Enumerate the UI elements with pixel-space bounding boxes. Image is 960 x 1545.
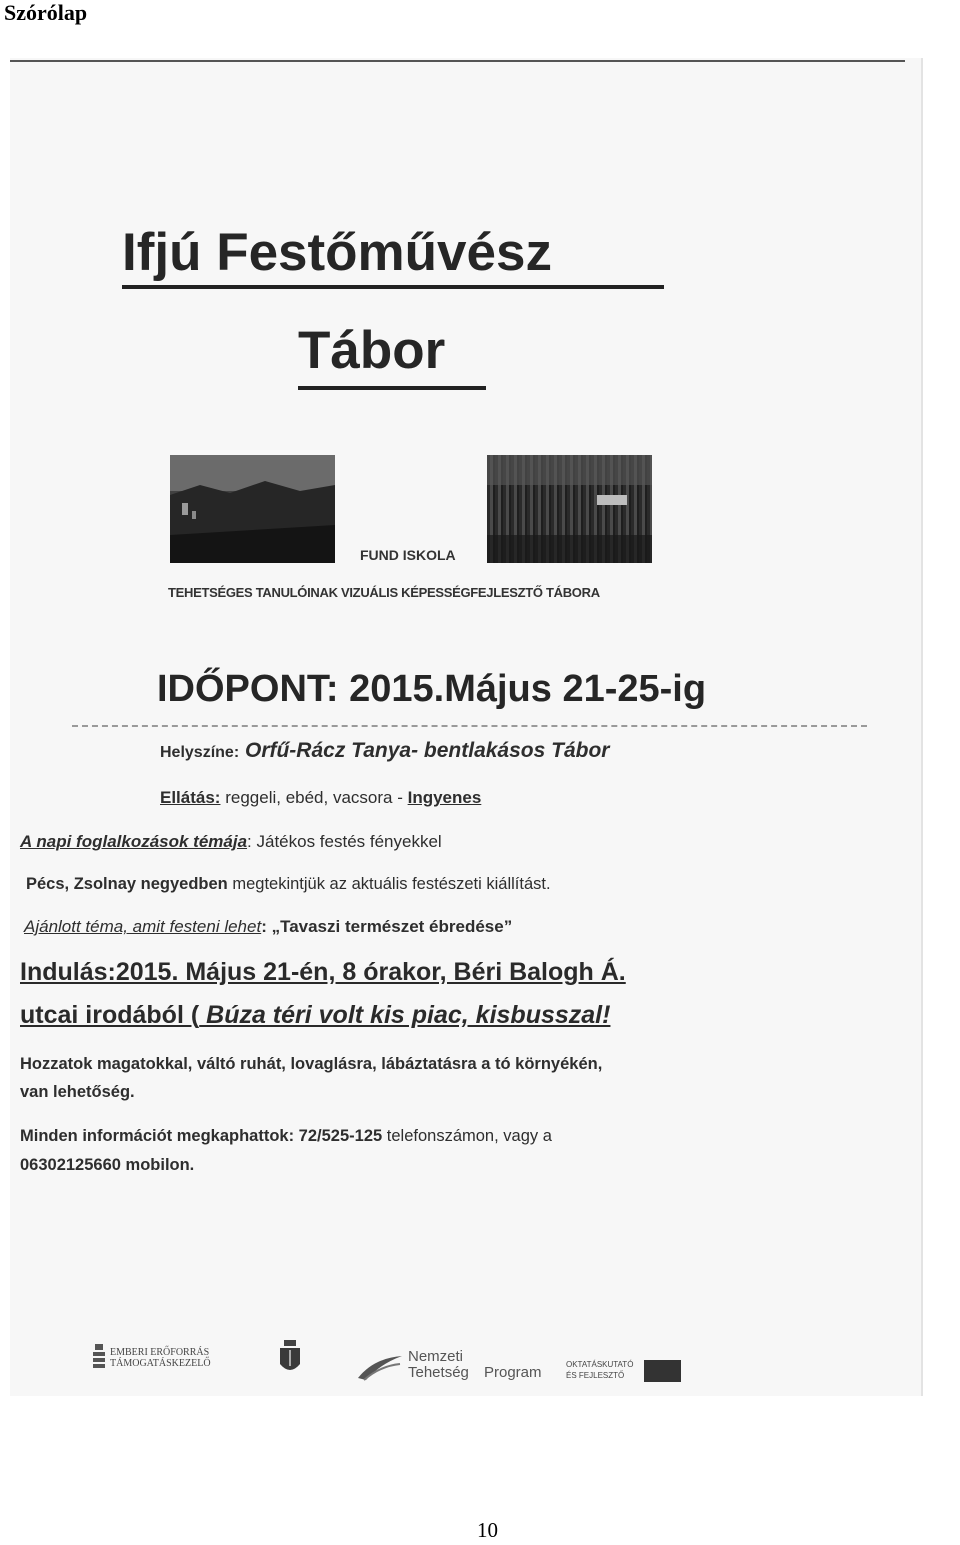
oktatas-block-icon	[644, 1360, 681, 1382]
school-name: FUND ISKOLA	[360, 547, 456, 563]
page-header-title: Szórólap	[4, 0, 88, 25]
oktatas-line2: ÉS FEJLESZTŐ	[566, 1371, 625, 1380]
activity-line	[20, 832, 442, 852]
ntp-line3: Program	[484, 1364, 542, 1381]
emmi-line1: EMBERI ERŐFORRÁS	[110, 1347, 210, 1358]
theme-line	[24, 917, 512, 937]
flyer-title-line1: Ifjú Festőművész	[122, 223, 552, 282]
exhibition-line	[26, 875, 551, 894]
ntp-line2: Tehetség	[408, 1364, 469, 1381]
departure-note: Búza téri volt kis piac, kisbusszal!	[199, 1001, 611, 1029]
departure-line2	[20, 1001, 610, 1030]
title-underline	[122, 285, 664, 289]
board-line	[160, 788, 481, 808]
event-date: IDŐPONT: 2015.Május 21-25-ig	[157, 668, 707, 710]
contact-line1	[20, 1127, 552, 1146]
venue-value: Orfű-Rácz Tanya- bentlakásos Tábor	[244, 739, 610, 762]
emmi-emblem-icon	[92, 1344, 106, 1370]
venue-line	[160, 739, 609, 763]
board-free: Ingyenes	[407, 788, 482, 807]
ntp-line1: Nemzeti	[408, 1348, 464, 1365]
contact-text: telefonszámon, vagy a	[386, 1127, 552, 1145]
board-value: reggeli, ebéd, vacsora -	[225, 788, 403, 807]
theme-label: Ajánlott téma, amit festeni lehet	[24, 917, 262, 936]
activity-value: : Játékos festés fényekkel	[247, 832, 442, 851]
ntp-swoosh-icon	[356, 1354, 404, 1382]
contact-line2: 06302125660 mobilon.	[20, 1156, 195, 1174]
landscape-photo-left	[170, 455, 335, 563]
activity-label: A napi foglalkozások témája	[20, 832, 248, 851]
flyer-title-line2: Tábor	[298, 321, 446, 380]
scan-top-edge	[10, 60, 905, 62]
contact-phone: Minden információt megkaphattok: 72/525-125	[20, 1127, 383, 1145]
coat-of-arms-icon	[278, 1340, 302, 1376]
bring-line2: van lehetőség.	[20, 1083, 135, 1101]
exhibition-text: megtekintjük az aktuális festészeti kiállítást.	[232, 875, 551, 893]
board-label: Ellátás:	[160, 788, 221, 807]
departure-place: utcai irodából (	[20, 1001, 200, 1029]
theme-value: : „Tavaszi természet ébredése”	[261, 917, 513, 936]
oktataskutato-logo	[566, 1359, 633, 1381]
scan-right-edge	[921, 58, 923, 1396]
landscape-photo-right	[487, 455, 652, 563]
venue-label: Helyszíne:	[160, 744, 240, 761]
oktatas-line1: OKTATÁSKUTATÓ	[566, 1360, 634, 1369]
flyer-subtitle: TEHETSÉGES TANULÓINAK VIZUÁLIS KÉPESSÉGFEJLESZTŐ TÁBORA	[168, 585, 600, 600]
bring-line1: Hozzatok magatokkal, váltó ruhát, lovaglásra, lábáztatásra a tó környékén,	[20, 1055, 603, 1073]
emmi-line2: TÁMOGATÁSKEZELŐ	[110, 1358, 211, 1369]
dashed-divider	[72, 725, 867, 727]
page-number: 10	[477, 1518, 498, 1542]
title-underline	[298, 386, 486, 390]
exhibition-place: Pécs, Zsolnay negyedben	[26, 875, 228, 893]
departure-line1: Indulás:2015. Május 21-én, 8 órakor, Béri Balogh Á.	[20, 958, 626, 986]
